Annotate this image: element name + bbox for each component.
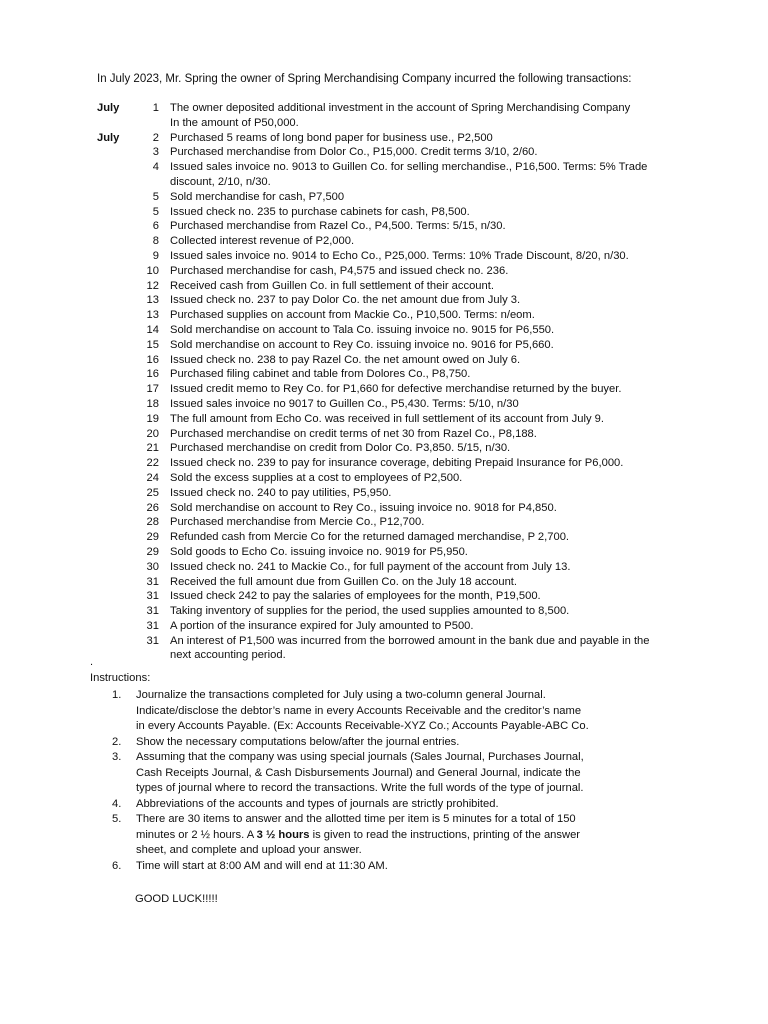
stray-dot: . — [90, 656, 94, 668]
instruction-number: 5. — [112, 813, 122, 825]
transaction-row — [97, 441, 717, 456]
transaction-month — [97, 145, 137, 160]
transaction-text: Purchased supplies on account from Mackie Co., P10,500. Terms: n/eom. — [170, 309, 535, 322]
instruction-bold-duration: 3 ½ hours — [256, 828, 310, 841]
transaction-text: Purchased merchandise from Mercie Co., P12,700. — [170, 516, 425, 529]
transaction-row — [97, 116, 717, 131]
instructions-list — [112, 688, 712, 874]
transaction-day — [137, 175, 159, 190]
transaction-row — [97, 412, 717, 427]
instruction-text-part: is given to read the instructions, printing of the answer sheet, and complete and upload your answer. — [136, 828, 581, 856]
transaction-month — [97, 323, 137, 338]
transaction-text: An interest of P1,500 was incurred from the borrowed amount in the bank due and payable in the — [170, 634, 650, 647]
instruction-text: Journalize the transactions completed for July using a two-column general Journal. Indicate/disclose the debtor’s name in every Accounts Receivable and the creditor’s name in every Accounts Payable. (Ex: Accounts Receivable-XYZ Co.; Accounts Payable-ABC Co. — [136, 689, 589, 732]
transaction-text: Issued check no. 237 to pay Dolor Co. the net amount due from July 3. — [170, 294, 521, 307]
transaction-text: Purchased 5 reams of long bond paper for business use., P2,500 — [170, 131, 493, 144]
transaction-row — [97, 545, 717, 560]
transaction-row — [97, 205, 717, 220]
transaction-month — [97, 160, 137, 175]
transaction-day: 26 — [146, 501, 159, 514]
instruction-text: Time will start at 8:00 AM and will end at 11:30 AM. — [136, 859, 388, 872]
transaction-month — [97, 648, 137, 663]
transaction-day — [137, 648, 159, 663]
transaction-day: 20 — [146, 427, 159, 440]
transaction-row — [97, 131, 717, 146]
transaction-day: 3 — [152, 146, 159, 159]
transaction-month — [97, 264, 137, 279]
instruction-text: Abbreviations of the accounts and types of journals are strictly prohibited. — [136, 797, 499, 810]
transaction-text: Sold merchandise for cash, P7,500 — [170, 190, 345, 203]
transaction-month — [97, 427, 137, 442]
transaction-text: Issued sales invoice no 9017 to Guillen Co., P5,430. Terms: 5/10, n/30 — [170, 397, 519, 410]
transaction-day: 16 — [146, 353, 159, 366]
transaction-day: 31 — [146, 619, 159, 632]
transaction-row — [97, 604, 717, 619]
transaction-text: Issued check no. 238 to pay Razel Co. the net amount owed on July 6. — [170, 353, 521, 366]
transaction-row — [97, 634, 717, 649]
instruction-item — [112, 750, 712, 797]
instruction-text: Assuming that the company was using special journals (Sales Journal, Purchases Journal, Cash Receipts Journal, & Cash Disbursements Journal) and General Journal, indicate the types of journal where to record the transactions. Write the full words of the type of journal. — [136, 751, 584, 794]
transaction-month — [97, 575, 137, 590]
instruction-number: 2. — [112, 735, 122, 748]
transaction-row — [97, 323, 717, 338]
transaction-month — [97, 441, 137, 456]
transaction-text: Purchased merchandise for cash, P4,575 and issued check no. 236. — [170, 264, 509, 277]
transaction-month — [97, 382, 137, 397]
transaction-day: 13 — [146, 309, 159, 322]
transaction-row — [97, 160, 717, 175]
transaction-text: Purchased merchandise from Dolor Co., P15,000. Credit terms 3/10, 2/60. — [170, 146, 538, 159]
transaction-row — [97, 575, 717, 590]
transactions-table — [97, 101, 717, 663]
transaction-row — [97, 486, 717, 501]
transaction-day: 29 — [146, 545, 159, 558]
transaction-day: 5 — [152, 190, 159, 203]
transaction-month — [97, 589, 137, 604]
transaction-day: 22 — [146, 457, 159, 470]
transaction-text: next accounting period. — [170, 649, 286, 662]
transaction-row — [97, 308, 717, 323]
transaction-month — [97, 279, 137, 294]
transaction-row — [97, 589, 717, 604]
transaction-row — [97, 101, 717, 116]
instruction-item — [112, 797, 712, 813]
transaction-day: 19 — [146, 412, 159, 425]
transaction-month — [97, 308, 137, 323]
transaction-row — [97, 456, 717, 471]
transaction-row — [97, 471, 717, 486]
transaction-day: 31 — [146, 575, 159, 588]
transaction-text: Purchased merchandise from Razel Co., P4,500. Terms: 5/15, n/30. — [170, 220, 506, 233]
transaction-day: 8 — [152, 235, 159, 248]
transaction-row — [97, 264, 717, 279]
transaction-text: Issued check no. 235 to purchase cabinets for cash, P8,500. — [170, 205, 470, 218]
transaction-text: Issued sales invoice no. 9014 to Echo Co., P25,000. Terms: 10% Trade Discount, 8/20, n/30. — [170, 249, 629, 262]
transaction-row — [97, 367, 717, 382]
transaction-text: Issued check no. 239 to pay for insurance coverage, debiting Prepaid Insurance for P6,000. — [170, 457, 624, 470]
transaction-text: Sold the excess supplies at a cost to employees of P2,500. — [170, 471, 463, 484]
transaction-day: 29 — [146, 531, 159, 544]
transaction-day: 12 — [146, 279, 159, 292]
transaction-row — [97, 234, 717, 249]
transaction-day: 24 — [146, 471, 159, 484]
transaction-text: Refunded cash from Mercie Co for the returned damaged merchandise, P 2,700. — [170, 531, 570, 544]
closing-text: GOOD LUCK!!!!! — [135, 893, 218, 905]
transaction-row — [97, 338, 717, 353]
transaction-month — [97, 397, 137, 412]
transaction-row — [97, 190, 717, 205]
transaction-month — [97, 486, 137, 501]
transaction-month — [97, 367, 137, 382]
transaction-text: Issued check no. 240 to pay utilities, P5,950. — [170, 486, 392, 499]
transaction-text: Sold goods to Echo Co. issuing invoice no. 9019 for P5,950. — [170, 545, 468, 558]
transaction-row — [97, 279, 717, 294]
instruction-item — [112, 812, 712, 859]
transaction-row — [97, 560, 717, 575]
transaction-month — [97, 604, 137, 619]
transaction-month — [97, 634, 137, 649]
transaction-day: 13 — [146, 294, 159, 307]
transaction-month — [97, 515, 137, 530]
transaction-month — [97, 234, 137, 249]
transaction-row — [97, 530, 717, 545]
transaction-month — [97, 412, 137, 427]
transaction-text: In the amount of P50,000. — [170, 116, 299, 129]
transaction-row — [97, 648, 717, 663]
transaction-day: 28 — [146, 516, 159, 529]
transaction-row — [97, 145, 717, 160]
transaction-text: The owner deposited additional investment in the account of Spring Merchandising Company — [170, 102, 631, 114]
transaction-row — [97, 382, 717, 397]
transaction-day: 18 — [146, 397, 159, 410]
transaction-row — [97, 249, 717, 264]
transaction-month — [97, 338, 137, 353]
transaction-day: 4 — [152, 161, 159, 174]
transaction-day: 15 — [146, 338, 159, 351]
transaction-day: 9 — [152, 249, 159, 262]
transaction-text: Purchased filing cabinet and table from Dolores Co., P8,750. — [170, 368, 471, 381]
transaction-text: Purchased merchandise on credit terms of net 30 from Razel Co., P8,188. — [170, 427, 537, 440]
instruction-item — [112, 735, 712, 751]
transaction-month — [97, 560, 137, 575]
transaction-month — [97, 471, 137, 486]
transaction-day: 2 — [152, 131, 159, 144]
transaction-month: July — [97, 131, 120, 144]
transaction-text: The full amount from Echo Co. was received in full settlement of its account from July 9. — [170, 412, 605, 425]
transaction-row — [97, 427, 717, 442]
transaction-text: Issued credit memo to Rey Co. for P1,660 for defective merchandise returned by the buyer. — [170, 383, 622, 396]
transaction-day: 1 — [152, 102, 159, 114]
instructions-title: Instructions: — [90, 672, 151, 684]
transaction-month — [97, 353, 137, 368]
transaction-row — [97, 219, 717, 234]
intro-paragraph: In July 2023, Mr. Spring the owner of Spring Merchandising Company incurred the following transactions: — [97, 73, 632, 85]
transaction-month — [97, 293, 137, 308]
transaction-day: 25 — [146, 486, 159, 499]
transaction-row — [97, 353, 717, 368]
transaction-month — [97, 501, 137, 516]
transaction-day — [137, 116, 159, 131]
transaction-month — [97, 190, 137, 205]
transaction-text: Issued check 242 to pay the salaries of employees for the month, P19,500. — [170, 590, 541, 603]
transaction-month — [97, 530, 137, 545]
transaction-month — [97, 175, 137, 190]
transaction-day: 31 — [146, 590, 159, 603]
transaction-day: 21 — [146, 442, 159, 455]
transaction-month — [97, 456, 137, 471]
transaction-row — [97, 397, 717, 412]
transaction-day: 10 — [146, 264, 159, 277]
transaction-text: Issued check no. 241 to Mackie Co., for full payment of the account from July 13. — [170, 560, 571, 573]
instruction-number: 6. — [112, 859, 122, 872]
transaction-day: 6 — [152, 220, 159, 233]
transaction-day: 17 — [146, 383, 159, 396]
transaction-day: 31 — [146, 634, 159, 647]
instruction-text-part: There are 30 items to answer and the allotted time per item is 5 minutes for a total of 150 minutes or 2 ½ hours. A — [136, 813, 576, 841]
transaction-row — [97, 293, 717, 308]
transaction-text: Sold merchandise on account to Tala Co. issuing invoice no. 9015 for P6,550. — [170, 323, 555, 336]
transaction-day: 31 — [146, 605, 159, 618]
transaction-month — [97, 205, 137, 220]
transaction-day: 16 — [146, 368, 159, 381]
transaction-month — [97, 545, 137, 560]
instruction-number: 1. — [112, 689, 122, 701]
instruction-text: Show the necessary computations below/after the journal entries. — [136, 735, 460, 748]
transaction-text: Collected interest revenue of P2,000. — [170, 235, 355, 248]
instruction-item — [112, 859, 712, 875]
transaction-month — [97, 619, 137, 634]
transaction-text: Received cash from Guillen Co. in full settlement of their account. — [170, 279, 494, 292]
transaction-text: Purchased merchandise on credit from Dolor Co. P3,850. 5/15, n/30. — [170, 442, 511, 455]
transaction-month — [97, 249, 137, 264]
instruction-text — [136, 812, 712, 859]
transaction-text: A portion of the insurance expired for July amounted to P500. — [170, 619, 474, 632]
transaction-text: discount, 2/10, n/30. — [170, 175, 271, 188]
transaction-day: 5 — [152, 205, 159, 218]
transaction-row — [97, 175, 717, 190]
transaction-text: Issued sales invoice no. 9013 to Guillen Co. for selling merchandise., P16,500. Terms: 5% Trade — [170, 161, 648, 174]
instruction-number: 4. — [112, 797, 122, 810]
transaction-month — [97, 219, 137, 234]
transaction-month: July — [97, 102, 120, 114]
transaction-row — [97, 619, 717, 634]
transactions-body — [97, 101, 717, 663]
transaction-text: Sold merchandise on account to Rey Co., issuing invoice no. 9018 for P4,850. — [170, 501, 557, 514]
transaction-row — [97, 515, 717, 530]
transaction-text: Received the full amount due from Guillen Co. on the July 18 account. — [170, 575, 518, 588]
instruction-number: 3. — [112, 751, 122, 763]
transaction-day: 14 — [146, 323, 159, 336]
transaction-text: Taking inventory of supplies for the period, the used supplies amounted to 8,500. — [170, 605, 570, 618]
transaction-month — [97, 116, 137, 131]
transaction-day: 30 — [146, 560, 159, 573]
transaction-row — [97, 501, 717, 516]
instruction-item — [112, 688, 712, 735]
transaction-text: Sold merchandise on account to Rey Co. issuing invoice no. 9016 for P5,660. — [170, 338, 554, 351]
